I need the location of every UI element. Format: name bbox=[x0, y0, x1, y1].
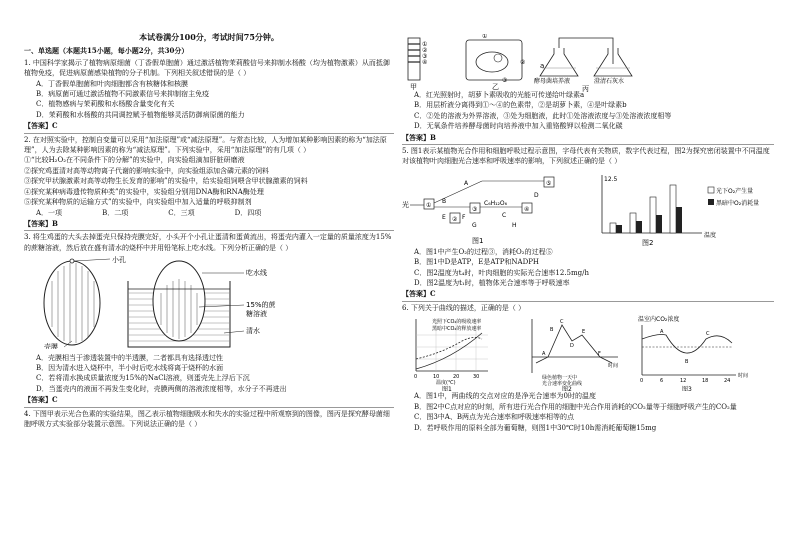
q2-option-a: A．一项 bbox=[36, 208, 63, 217]
q1-answer: 【答案】C bbox=[24, 121, 394, 133]
band-4: ④ bbox=[422, 59, 428, 66]
q5-option-a: A．图1中产生O₂的过程③，消耗O₂的过程⑤ bbox=[414, 247, 553, 256]
q5-option-c: C．图2温度为t₄时，叶肉细胞的实际光合速率12.5mg/h bbox=[414, 268, 589, 277]
q6-fig2-xlabel: 时间 bbox=[608, 363, 619, 370]
question-2 bbox=[24, 135, 394, 232]
fig2-xlabel: 温度 bbox=[704, 231, 717, 239]
q4-answer: 【答案】B bbox=[402, 133, 774, 145]
q6-fig1-caption: 图1 bbox=[442, 386, 452, 392]
q3-option-a: A．壳膜相当于渗透装置中的半透膜，二者都具有选择透过性 bbox=[36, 353, 224, 362]
q5-answer: 【答案】C bbox=[402, 289, 774, 301]
q2-option-d: D．四项 bbox=[234, 208, 262, 217]
label-bing: 丙 bbox=[582, 85, 589, 92]
q2-item-3: ③探究甲状腺激素对高等动物生长发育的影响”的实验中，给实验组饲喂含甲状腺激素的饲料 bbox=[24, 177, 308, 186]
question-1 bbox=[24, 58, 394, 134]
q2-option-b: B．二项 bbox=[102, 208, 129, 217]
q4-diagram bbox=[402, 34, 774, 92]
q6-fig3-title: 温室内CO₂浓度 bbox=[638, 316, 680, 324]
q2-item-1: ①“比较H₂O₂在不同条件下的分解”的实验中，向实验组滴加肝脏研磨液 bbox=[24, 156, 245, 165]
label-jia: 甲 bbox=[410, 83, 417, 91]
band-1: ① bbox=[422, 41, 428, 48]
label-shell: 壳膜 bbox=[44, 343, 58, 350]
label-limewater: 澄清石灰水 bbox=[594, 78, 625, 85]
fig1-E: E bbox=[442, 213, 446, 221]
q5-option-d: D．图2温度为t₁时，植物体光合速率等于呼吸速率 bbox=[414, 279, 570, 288]
q4-stem: 4. 下图甲表示光合色素的实验结果，图乙表示植物细胞吸水和失水的实验过程中所观察到的图像，图丙是探究酵母菌细胞呼吸方式实验部分装置示意图。下列说法正确的是（ ） bbox=[24, 409, 390, 428]
q6-fig1-tick-10: 10 bbox=[433, 374, 440, 381]
fig2-bars bbox=[610, 185, 682, 233]
q6-option-a: A．图1中，两曲线的交点对应的是净光合速率为0时的温度 bbox=[414, 392, 596, 401]
q5-figure bbox=[402, 167, 774, 247]
right-column bbox=[402, 0, 774, 433]
q6-fig3-tick-18: 18 bbox=[702, 378, 709, 385]
fig1-G: G bbox=[472, 221, 477, 229]
fig1-caption: 图1 bbox=[472, 236, 484, 245]
label-water: 清水 bbox=[246, 327, 260, 336]
label-yi: 乙 bbox=[492, 83, 499, 91]
q5-stem: 5. 图1表示某植物光合作用和细胞呼吸过程示意图，字母代表有关物质，数字代表过程，图2为探究密闭装置中不同温度对该植物叶肉细胞光合速率和呼吸速率的影响，下列叙述正确的是（ ） bbox=[402, 147, 770, 166]
q4-marker-2: ② bbox=[520, 59, 526, 66]
fig1-H: H bbox=[512, 221, 517, 229]
q6-fig1-xlabel: 温度(℃) bbox=[436, 380, 456, 387]
q6-fig3-xlabel: 时间 bbox=[738, 373, 749, 380]
section-title: 一、单选题（本题共15小题，每小题2分，共30分） bbox=[24, 46, 189, 56]
fig2-legend-1: 光下O₂产生量 bbox=[716, 187, 754, 195]
q6-diagram bbox=[402, 313, 774, 391]
q6-fig2-sub-1: 绿色植物一天中 bbox=[542, 375, 578, 382]
fig1-sugar: C₆H₁₂O₆ bbox=[484, 199, 508, 207]
q2-answer: 【答案】B bbox=[24, 219, 394, 231]
q1-option-c: C．植物感病与茉莉酸和水杨酸含量变化有关 bbox=[36, 100, 175, 109]
fig1-n2: ② bbox=[452, 215, 458, 223]
label-yeast: 酵母菌培养液 bbox=[534, 78, 571, 85]
q2-options bbox=[24, 208, 394, 218]
label-sucrose-2: 糖溶液 bbox=[246, 310, 267, 319]
q6-fig1-tick-20: 20 bbox=[453, 374, 460, 381]
q1-stem: 1. 中国科学家揭示了植物病原细菌（丁香假单胞菌）通过激活植物茉莉酸信号来抑制水杨酸（均为植物激素）从而抵御植物免疫，促进病原菌感染植物的分子机制。下列相关叙述错误的是（ ） bbox=[24, 58, 390, 78]
fig1-F: F bbox=[462, 213, 466, 221]
q1-option-d: D．茉莉酸和水杨酸的共同调控赋予植物能够灵活防御病原菌的能力 bbox=[36, 110, 245, 119]
q1-option-b: B．病原菌可通过激活植物不同激素信号来抑制宿主免疫 bbox=[36, 90, 210, 99]
q5-option-b: B．图1中D是ATP，E是ATP和NADPH bbox=[414, 258, 540, 267]
q6-fig3-point-A: A bbox=[660, 329, 664, 336]
q6-fig2-caption: 图2 bbox=[562, 386, 572, 392]
egg-diagram bbox=[24, 253, 294, 349]
fig1-n1: ① bbox=[426, 201, 432, 209]
q6-stem: 6. 下列关于曲线的描述，正确的是（ ） bbox=[402, 303, 526, 312]
fig1-light: 光 bbox=[402, 200, 409, 209]
q6-fig3-tick-0: 0 bbox=[640, 378, 644, 385]
q6-fig3-tick-6: 6 bbox=[660, 378, 664, 385]
q6-fig1-tick-30: 30 bbox=[473, 374, 480, 381]
fig1-C: C bbox=[502, 211, 507, 219]
q3-option-b: B．因为清水进入烧杯中，半小时后吃水线将离于烧杯的水面 bbox=[36, 363, 224, 372]
band-2: ② bbox=[422, 47, 428, 54]
q6-fig1-legend-1: 光照下CO₂的吸收速率 bbox=[432, 319, 482, 326]
q6-fig2-point-E: E bbox=[582, 329, 586, 336]
q6-fig3-point-B: B bbox=[685, 359, 689, 366]
band-3: ③ bbox=[422, 53, 428, 60]
label-waterline: 吃水线 bbox=[246, 269, 267, 278]
q6-fig2-point-C: C bbox=[560, 319, 564, 326]
q6-fig3-tick-24: 24 bbox=[724, 378, 731, 385]
exam-header: 本试卷满分100分，考试时间75分钟。 bbox=[139, 32, 279, 42]
q4-figure bbox=[402, 34, 774, 90]
q6-figure bbox=[402, 313, 774, 391]
fig2-caption: 图2 bbox=[642, 238, 654, 247]
question-3 bbox=[24, 232, 394, 407]
q6-option-c: C．图3中A、B两点为光合速率和呼吸速率相等的点 bbox=[414, 413, 575, 422]
question-4-stem-block bbox=[24, 409, 394, 430]
q6-fig3-tick-12: 12 bbox=[680, 378, 687, 385]
q6-fig2-point-A: A bbox=[542, 351, 546, 358]
left-column bbox=[24, 0, 394, 429]
fig1-B: B bbox=[442, 197, 447, 205]
fig1-n5: ⑤ bbox=[546, 179, 552, 187]
q2-item-4: ④探究某种病毒遗传物质种类”的实验中，实验组分别用DNA酶和RNA酶处理 bbox=[24, 187, 264, 196]
fig1-n4: ④ bbox=[524, 205, 530, 213]
q4-option-c: C．②处的溶液为外界溶液，③处为细胞液，此时①处溶液浓度与③处溶液浓度相等 bbox=[414, 111, 672, 120]
fig2-top-value: 12.5 bbox=[604, 175, 618, 183]
q6-option-d: D．若呼吸作用的原料全部为葡萄糖，则图1中30℃时10h需消耗葡萄糖15mg bbox=[414, 423, 657, 432]
q2-item-5: ⑤探究某种物质的运输方式”的实验中，向实验组中加入适量的呼吸抑制剂 bbox=[24, 198, 252, 207]
q3-stem: 3. 将生鸡蛋的大头去掉蛋壳只保持壳膜完好，小头开个小孔让蛋清和蛋黄流出，将蛋壳内灌入一定量的质量浓度为15%的蔗糖溶液，然后放在盛有清水的烧杯中并用铅笔标上吃水线。下列分析正确的是（ ） bbox=[24, 233, 392, 252]
fig1-n3: ③ bbox=[472, 205, 478, 213]
label-hole: 小孔 bbox=[112, 256, 126, 265]
fig1-D: D bbox=[534, 191, 539, 199]
q6-fig3-caption: 图3 bbox=[682, 386, 692, 392]
fig2-legend-2: 黑暗中O₂消耗量 bbox=[716, 199, 760, 207]
q3-option-c: C．若将清水换成质量浓度为15%的NaCl溶液，则蛋壳先上浮后下沉 bbox=[36, 374, 250, 383]
q4-marker-1: ① bbox=[482, 34, 488, 40]
q6-option-b: B．图2中C点对应的时刻，所有进行光合作用的细胞中光合作用消耗的CO₂量等于细胞呼吸产生的CO₂量 bbox=[414, 402, 737, 411]
q6-fig1-legend-2: 黑暗中CO₂的释放速率 bbox=[432, 326, 482, 333]
q6-fig1-tick-0: 0 bbox=[414, 374, 418, 381]
q4-option-b: B．用层析液分离得到①～④的色素带，②是胡萝卜素，④是叶绿素b bbox=[414, 101, 627, 110]
q6-fig3-point-C: C bbox=[706, 331, 710, 338]
q1-option-a: A．丁香假单胞菌和叶肉细胞都含有核糖体和核膜 bbox=[36, 79, 189, 88]
q3-answer: 【答案】C bbox=[24, 395, 394, 407]
fig1-A: A bbox=[464, 179, 469, 187]
q4-option-d: D．无氧条件培养酵母菌时向培养液中加入重铬酸钾以检测二氧化碳 bbox=[414, 122, 623, 131]
q6-fig2-sub-2: 光合速率变化曲线 bbox=[542, 381, 583, 388]
label-sucrose-1: 15%的蔗 bbox=[246, 301, 276, 310]
q2-stem: 2. 在对照实验中，控制自变量可以采用“加法原理”或“减法原理”。与常态比较，人为增加某种影响因素的称为“加法原理”，人为去除某种影响因素的称为“减法原理”。下列实验中，采用“加法原理”的有几项（ ） bbox=[24, 135, 387, 155]
q2-option-c: C．三项 bbox=[168, 208, 195, 217]
egg-osmosis-figure bbox=[24, 253, 394, 352]
q6-fig2-point-F: F bbox=[598, 351, 601, 358]
q4-option-a: A．红光照射时，胡萝卜素吸收的光能可传递给叶绿素a bbox=[414, 91, 585, 99]
q2-item-2: ②探究鸡蛋清对高等动物离子代谢的影响实验中，向实验组添加含磷元素的饲料 bbox=[24, 166, 269, 175]
q3-option-d: D．当蛋壳内的液面不再发生变化时，壳膜两侧的溶液浓度相等，水分子不再进出 bbox=[36, 384, 287, 393]
q4-marker-3: ③ bbox=[502, 77, 508, 84]
label-a: a bbox=[540, 62, 545, 70]
q6-fig2-point-D: D bbox=[570, 343, 574, 350]
q6-fig2-point-B: B bbox=[550, 327, 554, 334]
q5-diagram bbox=[402, 167, 774, 247]
